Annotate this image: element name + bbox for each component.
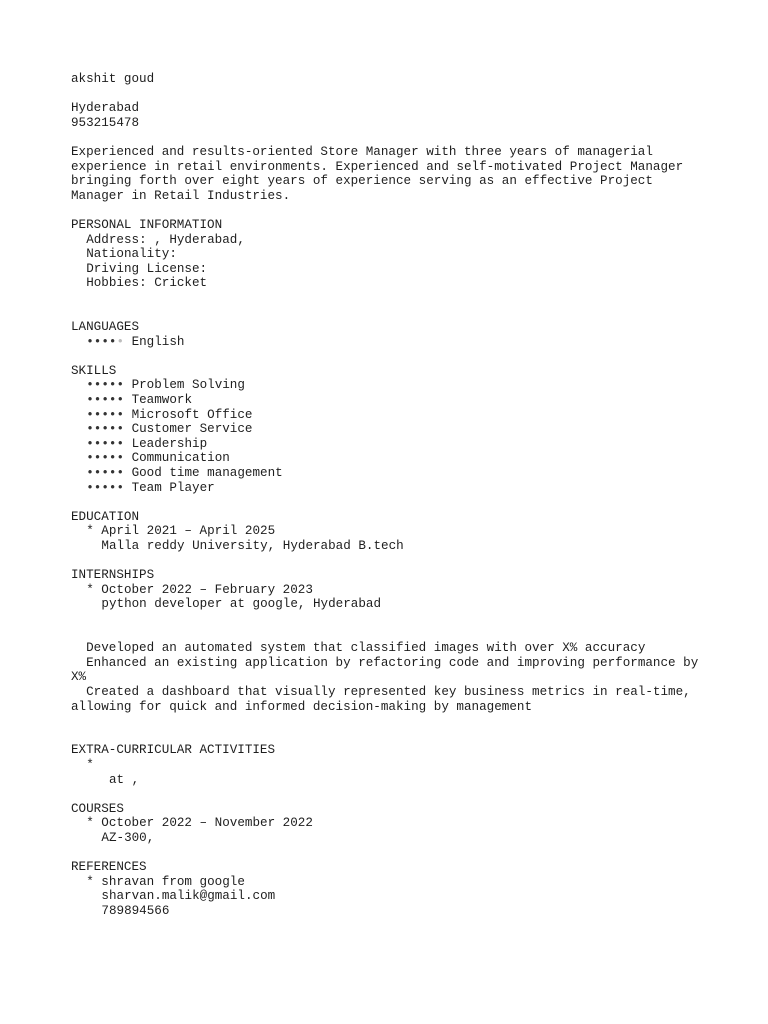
rating-dots-icon: ••••• bbox=[86, 407, 124, 422]
rating-dots-icon: ••••• bbox=[86, 466, 124, 481]
extra-curricular-detail: at , bbox=[109, 772, 140, 787]
rating-dots-icon: ••••• bbox=[86, 480, 124, 495]
address-line: Address: , Hyderabad, bbox=[86, 232, 245, 247]
extra-curricular-heading: EXTRA-CURRICULAR ACTIVITIES bbox=[71, 743, 276, 758]
skill-label: Microsoft Office bbox=[131, 407, 253, 422]
rating-dots-icon: ••••• bbox=[86, 378, 124, 393]
skill-item bbox=[71, 378, 711, 393]
skill-item bbox=[71, 408, 711, 423]
internships-heading: INTERNSHIPS bbox=[71, 568, 155, 583]
references-heading: REFERENCES bbox=[71, 860, 147, 875]
skill-item bbox=[71, 451, 711, 466]
internship-bullet: Developed an automated system that classified images with over X% accuracy bbox=[71, 641, 646, 656]
rating-dots-icon: ••••• bbox=[86, 393, 124, 408]
extra-curricular-bullet: * bbox=[86, 757, 94, 772]
languages-heading: LANGUAGES bbox=[71, 320, 140, 335]
internship-bullet: Enhanced an existing application by refactoring code and improving performance by X% bbox=[71, 655, 706, 685]
education-dates: * April 2021 – April 2025 bbox=[86, 524, 276, 539]
driving-license-line: Driving License: bbox=[86, 261, 208, 276]
rating-dots-icon: ••••• bbox=[86, 422, 124, 437]
education-heading: EDUCATION bbox=[71, 509, 140, 524]
candidate-phone: 953215478 bbox=[71, 115, 140, 130]
skill-label: Communication bbox=[131, 451, 230, 466]
candidate-city: Hyderabad bbox=[71, 101, 140, 116]
hobbies-line: Hobbies: Cricket bbox=[86, 276, 208, 291]
resume-document bbox=[71, 72, 711, 918]
course-detail: AZ-300, bbox=[101, 830, 155, 845]
skill-label: Problem Solving bbox=[131, 378, 245, 393]
skills-list bbox=[71, 378, 711, 495]
language-item bbox=[71, 335, 711, 350]
skill-item bbox=[71, 422, 711, 437]
rating-dots-icon: ••••• bbox=[86, 451, 124, 466]
candidate-name: akshit goud bbox=[71, 72, 155, 86]
internship-bullet: Created a dashboard that visually represented key business metrics in real-time, allowing for quick and informed decision-making by management bbox=[71, 684, 699, 714]
skill-item bbox=[71, 481, 711, 496]
internship-detail: python developer at google, Hyderabad bbox=[101, 597, 382, 612]
summary-paragraph: Experienced and results-oriented Store Manager with three years of managerial experience in retail environments. Experienced and self-motivated Project Manager bringing forth over eight years of experience serving as an effective Project Manager in Retail Industries. bbox=[71, 144, 691, 203]
skill-label: Team Player bbox=[131, 480, 215, 495]
skill-label: Customer Service bbox=[131, 422, 253, 437]
skill-item bbox=[71, 393, 711, 408]
courses-heading: COURSES bbox=[71, 801, 124, 816]
personal-info-heading: PERSONAL INFORMATION bbox=[71, 217, 223, 232]
languages-list bbox=[71, 335, 711, 350]
education-detail: Malla reddy University, Hyderabad B.tech bbox=[101, 539, 404, 553]
skill-label: Leadership bbox=[131, 436, 208, 451]
skill-item bbox=[71, 466, 711, 481]
rating-dots-icon: ••••• bbox=[86, 334, 124, 349]
skill-item bbox=[71, 437, 711, 452]
rating-dots-icon: ••••• bbox=[86, 436, 124, 451]
skills-heading: SKILLS bbox=[71, 363, 117, 378]
language-label: English bbox=[131, 334, 185, 349]
internship-dates: * October 2022 – February 2023 bbox=[86, 582, 313, 597]
skill-label: Teamwork bbox=[131, 393, 193, 408]
course-dates: * October 2022 – November 2022 bbox=[86, 816, 313, 831]
nationality-line: Nationality: bbox=[86, 247, 177, 262]
skill-label: Good time management bbox=[131, 466, 283, 481]
reference-phone: 789894566 bbox=[101, 903, 170, 918]
reference-email: sharvan.malik@gmail.com bbox=[101, 889, 276, 904]
reference-name: * shravan from google bbox=[86, 874, 245, 889]
